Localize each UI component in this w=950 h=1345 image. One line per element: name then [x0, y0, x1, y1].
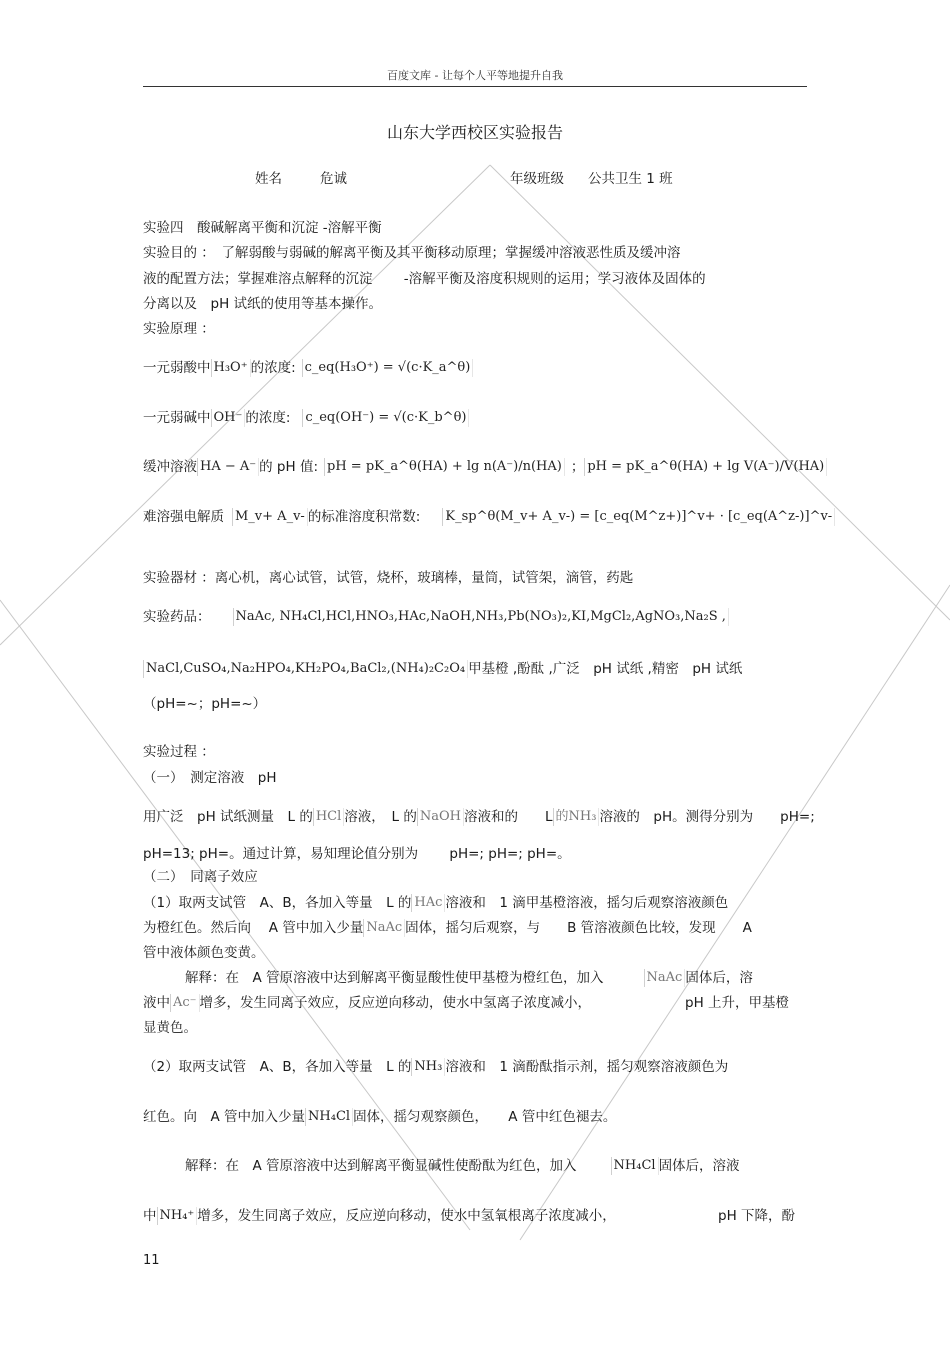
reagents-row-2	[143, 660, 742, 678]
buffer-formula-1: pH = pK_a^θ(HA) + lg n(A⁻)/n(HA)	[324, 458, 565, 476]
e2-text-c: 中	[143, 1208, 157, 1224]
e1-row-2	[143, 994, 591, 1012]
weak-acid-row	[143, 359, 473, 377]
nh3-formula: 的NH₃	[553, 808, 600, 826]
e2-row-2	[143, 1207, 616, 1225]
buffer-separator: ；	[570, 459, 585, 475]
s1-row-3: 管中液体颜色变黄。	[143, 945, 265, 961]
s2-nh4cl-formula: NH₄Cl	[305, 1108, 353, 1126]
e1-text-d: 增多，发生同离子效应，反应逆向移动，使水中氢离子浓度减小，	[199, 995, 592, 1011]
weak-acid-mid: 的浓度:	[250, 360, 296, 376]
s2-nh3-formula: NH₃	[411, 1058, 445, 1076]
reagents-formula-2: NaCl,CuSO₄,Na₂HPO₄,KH₂PO₄,BaCl₂,(NH₄)₂C₂O₄	[143, 660, 468, 678]
buffer-label: 缓冲溶液	[143, 459, 197, 475]
naac-formula: NaAc	[363, 919, 405, 937]
s1-text-d: 固体，摇匀后观察，与 B 管溶液颜色比较，发现 A	[405, 920, 752, 936]
reagents-ph-range: （pH=~；pH=~）	[143, 696, 267, 712]
weak-base-row	[143, 409, 469, 427]
e2-text-d: 增多，发生同离子效应，反应逆向移动，使水中氢氧根离子浓度减小，	[197, 1208, 616, 1224]
class-label: 年级班级	[510, 171, 564, 187]
equipment-line: 实验器材 ：离心机，离心试管，试管，烧杯，玻璃棒，量筒，试管架，滴管，药匙	[143, 570, 634, 586]
header-rule	[143, 86, 807, 87]
e1-row-3: 显黄色。	[143, 1020, 197, 1036]
reagents-tail: 甲基橙 ,酚酞 ,广泛 pH 试纸 ,精密 pH 试纸	[468, 661, 743, 677]
class-field	[510, 170, 673, 188]
e2-row-1	[185, 1157, 740, 1175]
reagents-label: 实验药品：	[143, 609, 211, 625]
e2-text-b: 固体后，溶液	[658, 1158, 740, 1174]
weak-acid-formula: c_eq(H₃O⁺) = √(c·K_a^θ)	[302, 359, 474, 377]
e1-ph-rise: pH 上升，甲基橙	[685, 995, 790, 1011]
s1-text-b: 溶液和 1 滴甲基橙溶液，摇匀后观察溶液颜色	[445, 895, 729, 911]
buffer-formula-2: pH = pK_a^θ(HA) + lg V(A⁻)/V(HA)	[584, 458, 827, 476]
purpose-line-1: 实验目的 ： 了解弱酸与弱碱的解离平衡及其平衡移动原理；掌握缓冲溶液恶性质及缓冲溶	[143, 245, 681, 261]
p1-text-b: 溶液， L 的	[344, 809, 417, 825]
experiment-title: 实验四 酸碱解离平衡和沉淀 -溶解平衡	[143, 220, 382, 236]
e1-text-a: 解释：在 A 管原溶液中达到解离平衡显酸性使甲基橙为橙红色，加入	[185, 970, 604, 986]
ksp-species-formula: M_v+ A_v-	[232, 508, 308, 526]
e1-naac-formula: NaAc	[644, 969, 686, 987]
ksp-row	[143, 508, 835, 526]
s2-text-a: （2）取两支试管 A、B，各加入等量 L 的	[143, 1059, 412, 1075]
ksp-label: 难溶强电解质	[143, 509, 224, 525]
page-number: 11	[143, 1253, 160, 1268]
e2-nh4cl-formula: NH₄Cl	[611, 1157, 659, 1175]
p1-text-c: 溶液和的 L	[463, 809, 553, 825]
weak-acid-label: 一元弱酸中	[143, 360, 211, 376]
buffer-row	[143, 458, 827, 476]
p1-text-d: 溶液的 pH。测得分别为 pH=;	[599, 809, 815, 825]
ksp-formula: K_sp^θ(M_v+ A_v-) = [c_eq(M^z+)]^v+ · [c_eq(A^z-)]^v-	[442, 508, 835, 526]
buffer-ion-formula: HA − A⁻	[197, 458, 259, 476]
s2-row-2	[143, 1108, 616, 1126]
weak-base-label: 一元弱碱中	[143, 410, 211, 426]
naoh-formula: NaOH	[417, 808, 464, 826]
nh4-ion-formula: NH₄⁺	[157, 1207, 198, 1225]
s1-row-2	[143, 919, 752, 937]
weak-base-formula: c_eq(OH⁻) = √(c·K_b^θ)	[302, 409, 469, 427]
hcl-formula: HCl	[313, 808, 344, 826]
part1-row-1	[143, 808, 815, 826]
weak-base-mid: 的浓度:	[245, 410, 291, 426]
e1-text-c: 液中	[143, 995, 170, 1011]
purpose-line-2: 液的配置方法；掌握难溶点解释的沉淀 -溶解平衡及溶度积规则的运用；学习液体及固体的	[143, 271, 706, 287]
part1-title: （一） 测定溶液 pH	[143, 770, 277, 786]
procedure-label: 实验过程 ：	[143, 744, 215, 760]
s1-text-a: （1）取两支试管 A、B，各加入等量 L 的	[143, 895, 412, 911]
name-field	[255, 170, 347, 188]
purpose-line-3: 分离以及 pH 试纸的使用等基本操作。	[143, 296, 383, 312]
ac-ion-formula: Ac⁻	[170, 994, 200, 1012]
e1-row-1	[185, 969, 753, 987]
s1-text-c: 为橙红色。然后向 A 管中加入少量	[143, 920, 364, 936]
page-header: 百度文库 - 让每个人平等地提升自我	[387, 69, 563, 82]
part1-row-2: pH=13; pH=。通过计算，易知理论值分别为 pH=; pH=; pH=。	[143, 846, 571, 862]
weak-base-ion-formula: OH⁻	[211, 409, 246, 427]
principle-label: 实验原理 ：	[143, 321, 215, 337]
report-title: 山东大学西校区实验报告	[386, 123, 563, 142]
s2-text-c: 红色。向 A 管中加入少量	[143, 1109, 306, 1125]
s2-text-b: 溶液和 1 滴酚酞指示剂，摇匀观察溶液颜色为	[445, 1059, 729, 1075]
name-label: 姓名	[255, 171, 282, 187]
s1-row-1	[143, 894, 728, 912]
part2-title: （二） 同离子效应	[143, 869, 258, 885]
name-value: 危诚	[320, 171, 347, 187]
buffer-mid: 的 pH 值:	[259, 459, 318, 475]
weak-acid-ion-formula: H₃O⁺	[211, 359, 251, 377]
e1-text-b: 固体后，溶	[685, 970, 753, 986]
s2-text-d: 固体，摇匀观察颜色， A 管中红色褪去。	[353, 1109, 617, 1125]
class-value: 公共卫生 1 班	[588, 171, 673, 187]
hac-formula: HAc	[411, 894, 445, 912]
ksp-mid: 的标准溶度积常数:	[307, 509, 421, 525]
e2-text-a: 解释：在 A 管原溶液中达到解离平衡显碱性使酚酞为红色，加入	[185, 1158, 577, 1174]
reagents-formula-1: NaAc, NH₄Cl,HCl,HNO₃,HAc,NaOH,NH₃,Pb(NO₃)₂,KI,MgCl₂,AgNO₃,Na₂S ,	[233, 608, 729, 626]
e2-ph-drop: pH 下降，酚	[718, 1208, 796, 1224]
p1-text-a: 用广泛 pH 试纸测量 L 的	[143, 809, 313, 825]
reagents-row-1	[143, 608, 729, 626]
s2-row-1	[143, 1058, 728, 1076]
